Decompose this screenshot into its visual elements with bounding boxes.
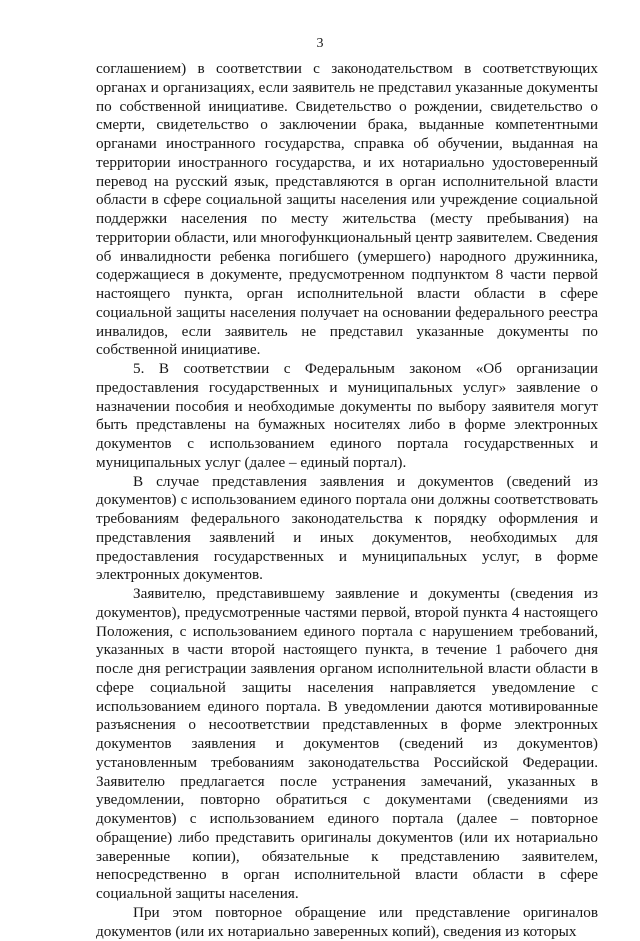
paragraph-repeat-application: При этом повторное обращение или представление оригиналов документов (или их нотариально заверенных копий), сведения из которых [96, 903, 598, 940]
document-body [96, 60, 598, 941]
paragraph-continuation: соглашением) в соответствии с законодательством в соответствующих органах и организациях, если заявитель не представил указанные документы по собственной инициативе. Свидетельство о рождении, свидетельство о смерти, свидетельство о заключении брака, выданные компетентными органами иностранного государства, справка об обучении, выданная на территории иностранного государства, и их нотариально удостоверенный перевод на русский язык, представляются в орган исполнительной власти области в сфере социальной защиты населения или учреждение социальной поддержки населения по месту жительства (месту пребывания) на территории области, или многофункциональный центр заявителем. Сведения об инвалидности ребенка погибшего (умершего) народного дружинника, содержащиеся в документе, предусмотренном подпунктом 8 части первой настоящего пункта, орган исполнительной власти области в сфере социальной защиты населения получает на основании федерального реестра инвалидов, если заявитель не представил указанные документы по собственной инициативе. [96, 60, 598, 359]
paragraph-item-5: 5. В соответствии с Федеральным законом «Об организации предоставления государственных и муниципальных услуг» заявление о назначении пособия и необходимые документы по выбору заявителя могут быть представлены на бумажных носителях либо в форме электронных документов с использованием единого портала государственных и муниципальных услуг (далее – единый портал). [96, 360, 598, 471]
paragraph-notification: Заявителю, представившему заявление и документы (сведения из документов), предусмотренные частями первой, второй пункта 4 настоящего Положения, с использованием единого портала с нарушением требований, указанных в части второй настоящего пункта, в течение 1 рабочего дня после дня регистрации заявления органом исполнительной власти области в сфере социальной защиты населения направляется уведомление с использованием единого портала. В уведомлении даются мотивированные разъяснения о несоответствии представленных в форме электронных документов заявления и документов (сведений из документов) установленным требованиям законодательства Российской Федерации. Заявителю предлагается после устранения замечаний, указанных в уведомлении, повторно обратиться с документами (сведениями из документов) с использованием единого портала (далее – повторное обращение) либо представить оригиналы документов (или их нотариально заверенные копии), обязательные к представлению заявителем, непосредственно в орган исполнительной власти области в сфере социальной защиты населения. [96, 585, 598, 902]
paragraph-portal-requirements: В случае представления заявления и документов (сведений из документов) с использованием единого портала они должны соответствовать требованиям федерального законодательства к порядку оформления и представления заявлений и иных документов, необходимых для предоставления государственных и муниципальных услуг, в форме электронных документов. [96, 472, 598, 584]
page-number: 3 [316, 36, 324, 51]
